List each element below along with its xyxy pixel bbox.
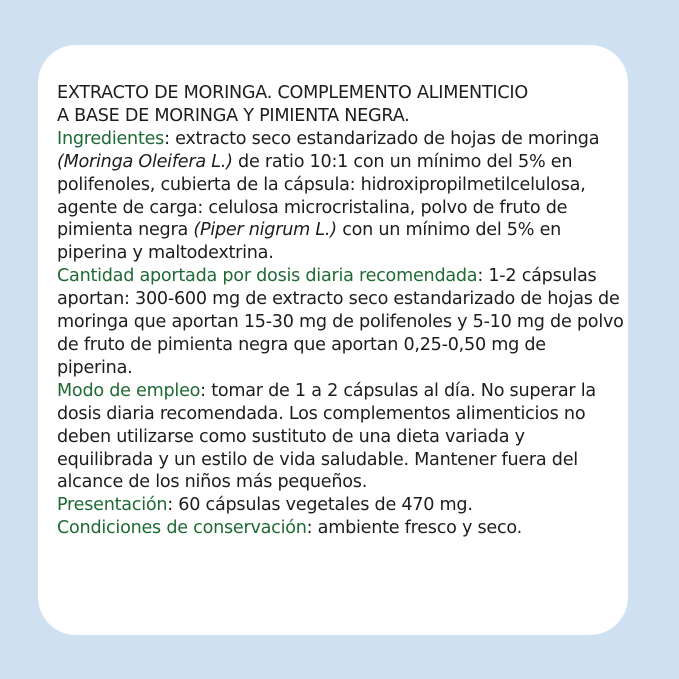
usage-label: Modo de empleo bbox=[57, 380, 201, 401]
usage-text: : tomar de 1 a 2 cápsulas al día. No superar la dosis diaria recomendada. Los complementos alimenticios no deben utilizarse como sustituto de una dieta variada y equilibrada y un estilo de vida saludable. Mantener fuera del alcance de los niños más pequeños. bbox=[57, 380, 596, 493]
ingredients-text-2: de ratio 10:1 con un mínimo del 5% en polifenoles, cubierta de la cápsula: hidroxipropilmetilcelulosa, agente de carga: celulosa microcristalina, polvo de fruto de pimienta negra bbox=[57, 151, 586, 241]
storage-label: Condiciones de conservación bbox=[57, 518, 307, 539]
ingredients-italic-2: (Piper nigrum L.) bbox=[193, 220, 337, 241]
presentation-label: Presentación bbox=[57, 495, 168, 516]
ingredients-text-1: : extracto seco estandarizado de hojas de moringa bbox=[164, 128, 600, 149]
ingredients-text-3: con un mínimo del 5% en piperina y maltodextrina. bbox=[57, 220, 562, 264]
dose-text: : 1-2 cápsulas aportan: 300-600 mg de extracto seco estandarizado de hojas de moringa que aportan 15-30 mg de polifenoles y 5-10 mg de polvo de fruto de pimienta negra que aportan 0,25-0,50 mg de piperina. bbox=[57, 266, 624, 378]
product-title bbox=[57, 82, 625, 128]
storage-section bbox=[57, 517, 625, 540]
title-line-1: EXTRACTO DE MORINGA. COMPLEMENTO ALIMENTICIO bbox=[57, 83, 528, 103]
usage-section bbox=[57, 380, 625, 495]
presentation-section bbox=[57, 494, 625, 517]
dose-label: Cantidad aportada por dosis diaria recomendada bbox=[57, 266, 478, 287]
ingredients-italic-1: (Moringa Oleifera L.) bbox=[57, 151, 233, 172]
title-line-2: A BASE DE MORINGA Y PIMIENTA NEGRA. bbox=[57, 105, 410, 126]
storage-text: : ambiente fresco y seco. bbox=[306, 518, 522, 539]
product-info-text bbox=[57, 82, 625, 540]
ingredients-section bbox=[57, 128, 625, 265]
ingredients-label: Ingredientes bbox=[57, 128, 165, 149]
presentation-text: : 60 cápsulas vegetales de 470 mg. bbox=[167, 495, 473, 516]
dose-section bbox=[57, 265, 625, 380]
